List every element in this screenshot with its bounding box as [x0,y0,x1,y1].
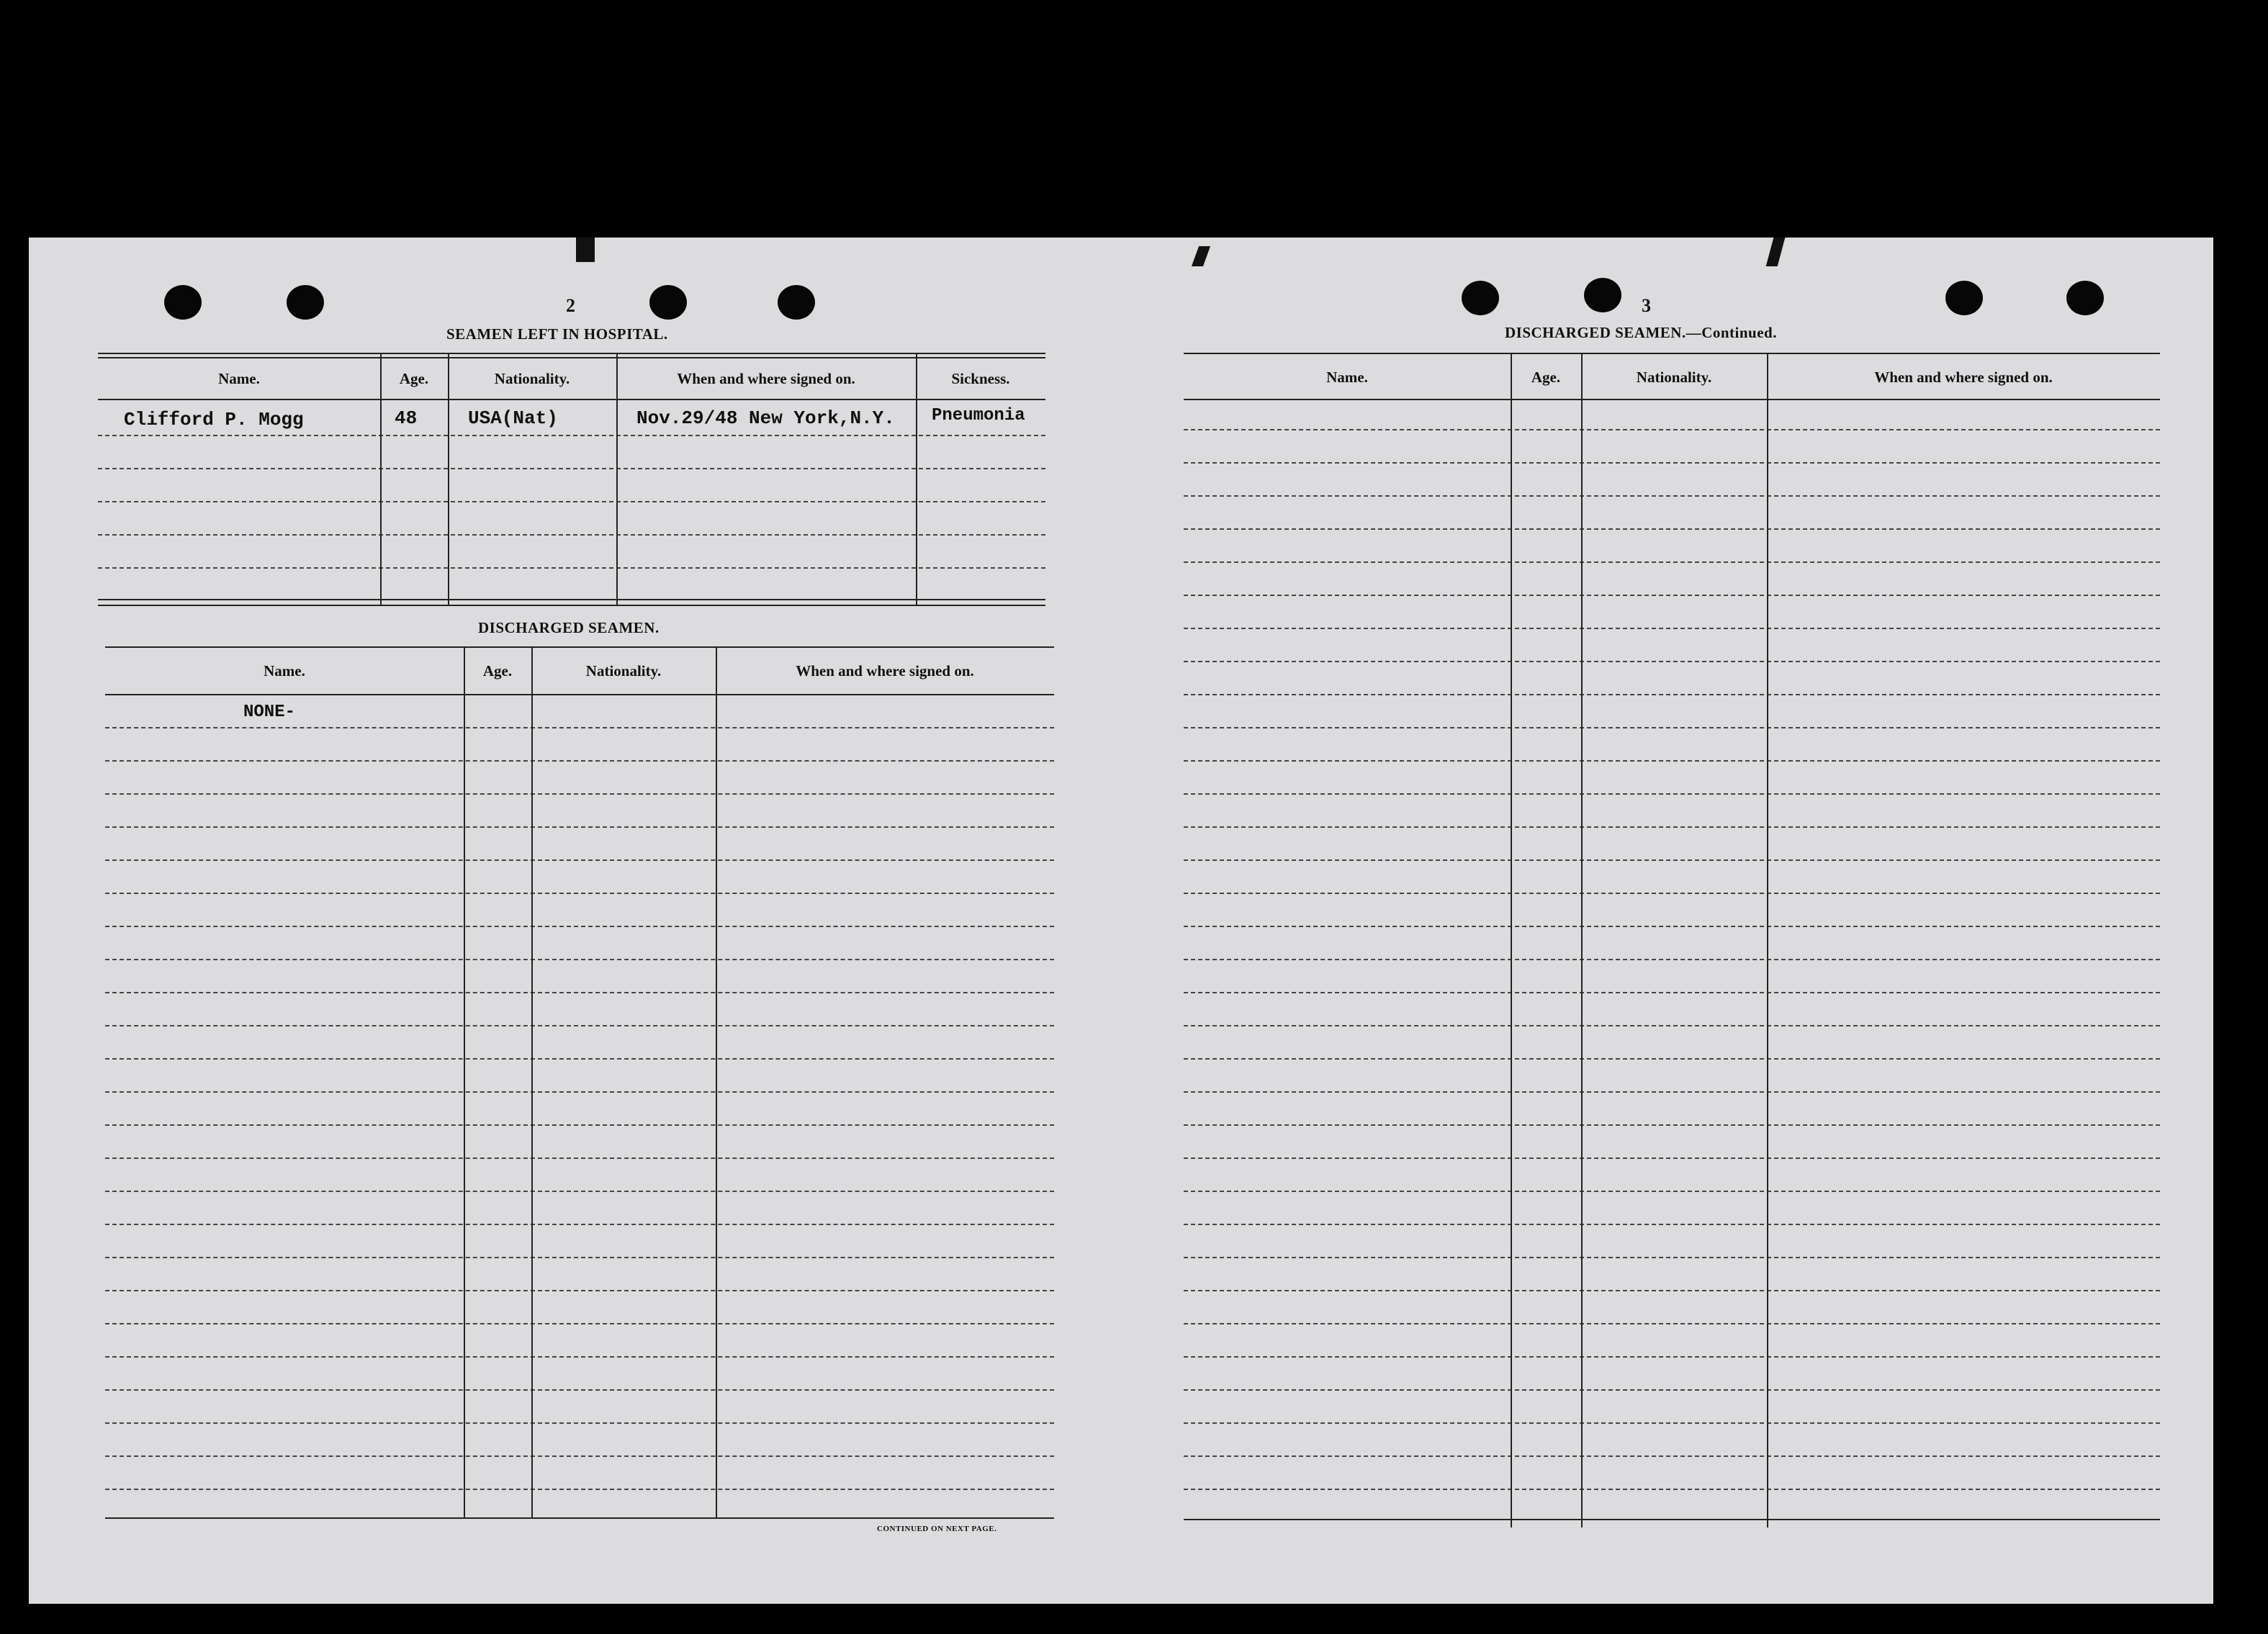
column-header-name: Name. [218,370,260,387]
column-header-sickness: Sickness. [951,370,1010,387]
punch-hole [164,285,202,320]
column-header-age: Age. [482,662,513,680]
column-header-signed-on: When and where signed on. [796,662,974,680]
seaman-name: Clifford P. Mogg [124,409,304,430]
page-number: 3 [1642,295,1651,316]
column-header-name: Name. [264,662,305,680]
scan-artifact [1766,238,1786,266]
punch-hole [287,285,324,320]
column-header-name: Name. [1326,369,1368,386]
punch-hole [778,285,815,320]
seaman-signed-on: Nov.29/48 New York,N.Y. [636,407,895,429]
discharged-table [105,646,1054,1519]
discharged-continued-title: DISCHARGED SEAMEN.—Continued. [1505,324,1777,341]
punch-hole [1945,281,1983,315]
seaman-nationality: USA(Nat) [468,407,558,429]
document-sheet [29,238,2213,1604]
seaman-age: 48 [395,407,418,429]
column-header-nationality: Nationality. [585,662,662,680]
page-number: 2 [566,295,575,316]
column-header-nationality: Nationality. [1636,369,1712,386]
column-header-age: Age. [399,370,429,387]
column-header-age: Age. [1531,369,1561,386]
continued-note: CONTINUED ON NEXT PAGE. [877,1525,997,1533]
scan-artifact [1192,246,1210,266]
column-header-signed-on: When and where signed on. [677,370,855,387]
column-header-signed-on: When and where signed on. [1874,369,2053,386]
punch-hole [2066,281,2104,315]
punch-hole [1584,278,1621,312]
discharged-section-title: DISCHARGED SEAMEN. [478,619,660,636]
punch-hole [649,285,687,320]
hospital-section-title: SEAMEN LEFT IN HOSPITAL. [446,325,668,343]
seaman-sickness: Pneumonia [932,406,1025,425]
scan-artifact [576,238,595,262]
discharged-continued-table [1184,353,2160,1527]
none-entry: NONE- [243,703,296,722]
punch-hole [1462,281,1499,315]
hospital-table [98,353,1045,606]
column-header-nationality: Nationality. [494,370,570,387]
